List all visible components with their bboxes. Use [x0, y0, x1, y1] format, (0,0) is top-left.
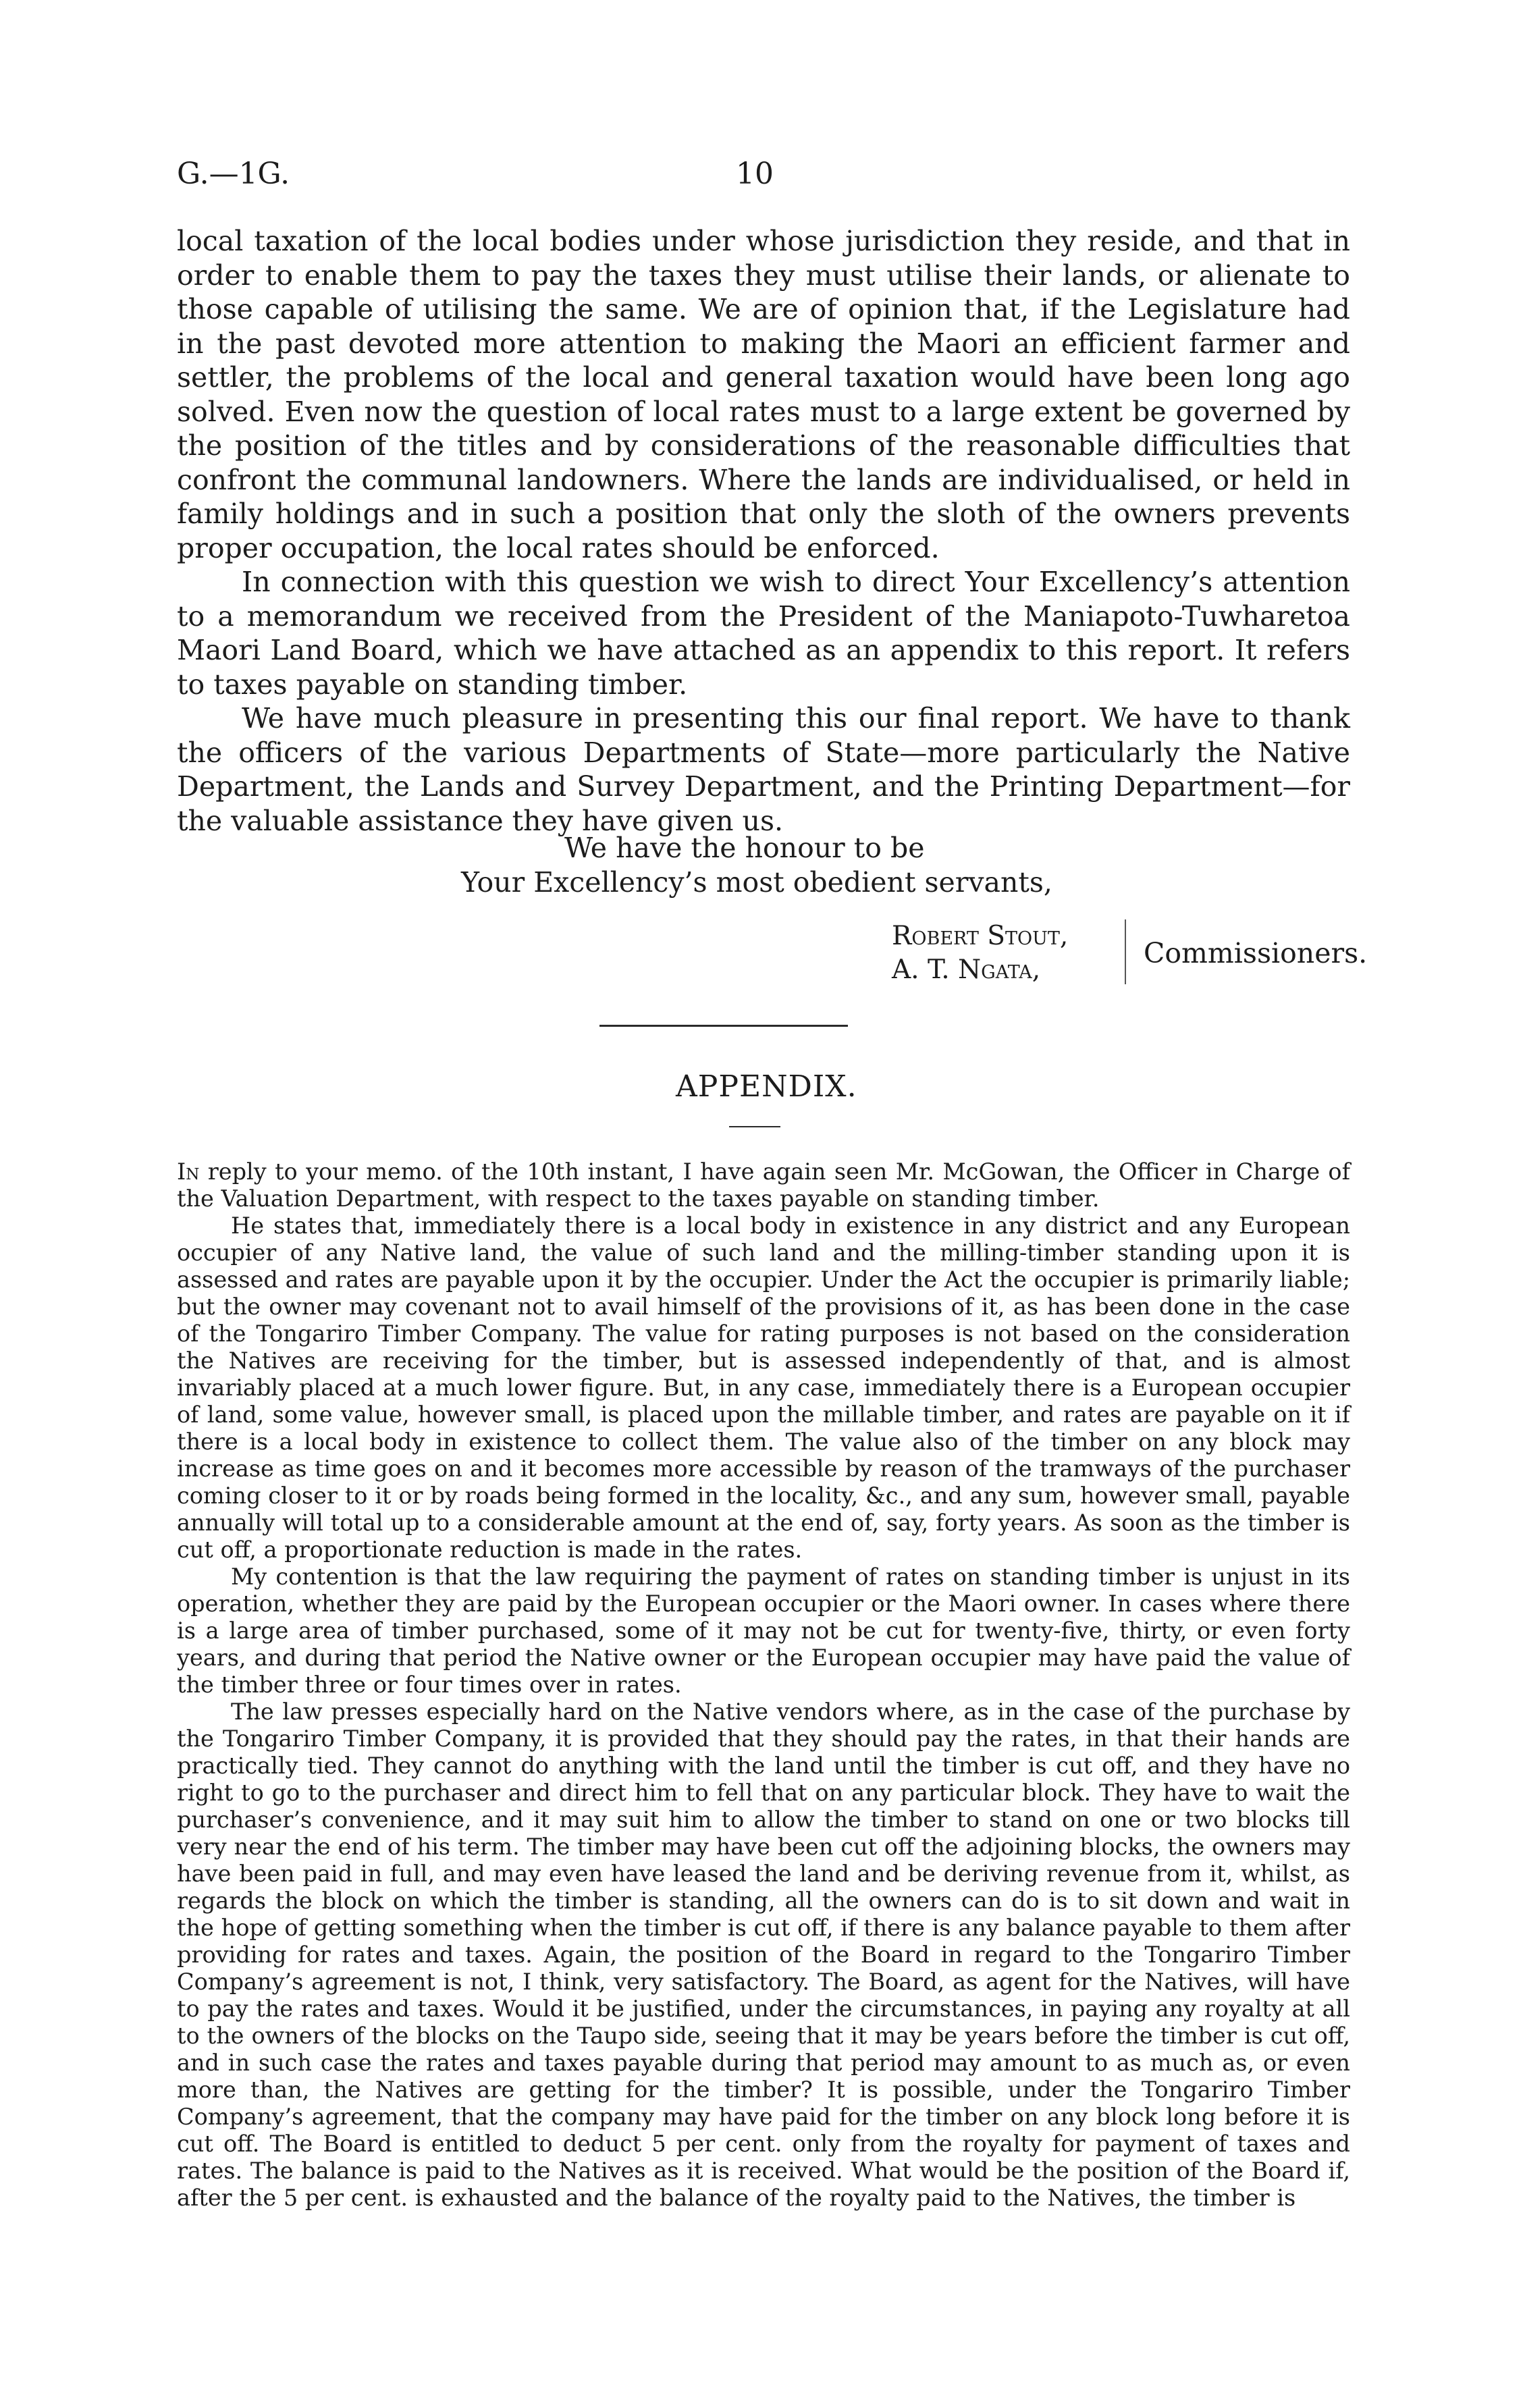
appendix-paragraph: He states that, immediately there is a local body in existence in any district and any European occupier of any Native land, the value of such land and the milling-timber standing upon it is assessed and rates are payable upon it by the occupier. Under the Act the occupier is primarily liable; but the owner may covenant not to avail himself of the provisions of it, as has been done in the case of the Tongariro Timber Company. The value for rating purposes is not based on the consideration the Natives are receiving for the timber, but is assessed independently of that, and is almost invariably placed at a much lower figure. But, in any case, immediately there is a European occupier of land, some value, however small, is placed upon the millable timber, and rates are payable on it if there is a local body in existence to collect them. The value also of the timber on any block may increase as time goes on and it becomes more accessible by reason of the tramways of the purchaser coming closer to it or by roads being formed in the locality, &c., and any sum, however small, payable annually will total up to a considerable amount at the end of, say, forty years. As soon as the timber is cut off, a proportionate reduction is made in the rates.: [177, 1212, 1350, 1563]
opening-word: In: [177, 1158, 200, 1185]
opening-paragraph-text: reply to your memo. of the 10th instant, I have again seen Mr. McGowan, the Officer in Charge of the Valuation Department, with respect to the taxes payable on standing timber.: [177, 1158, 1350, 1212]
closing-servants-line: Your Excellency’s most obedient servants,: [461, 866, 1052, 899]
signatory-ngata: A. T. Ngata,: [892, 955, 1041, 985]
appendix-paragraph: [177, 1158, 1350, 1212]
report-paragraph: In connection with this question we wish to direct Your Excellency’s attention to a memorandum we received from the President of the Maniapoto-Tuwharetoa Maori Land Board, which we have attached as an appendix to this report. It refers to taxes payable on standing timber.: [177, 566, 1350, 701]
signatory-role: Commissioners.: [1144, 937, 1368, 969]
report-paragraph: We have much pleasure in presenting this our final report. We have to thank the officers of the various Departments of State—more particularly the Native Department, the Lands and Survey Department, and the Printing Department—for the valuable assistance they have given us.: [177, 702, 1350, 837]
appendix-paragraph: The law presses especially hard on the Native vendors where, as in the case of the purchase by the Tongariro Timber Company, it is provided that they should pay the rates, in that their hands are practically tied. They cannot do anything with the land until the timber is cut off, and they have no right to go to the purchaser and direct him to fell that on any particular block. They have to wait the purchaser’s convenience, and it may suit him to allow the timber to stand on one or two blocks till very near the end of his term. The timber may have been cut off the adjoining blocks, the owners may have been paid in full, and may even have leased the land and be deriving revenue from it, whilst, as regards the block on which the timber is standing, all the owners can do is to sit down and wait in the hope of getting something when the timber is cut off, if there is any balance payable to them after providing for rates and taxes. Again, the position of the Board in regard to the Tongariro Timber Company’s agreement is not, I think, very satisfactory. The Board, as agent for the Natives, will have to pay the rates and taxes. Would it be justified, under the circumstances, in paying any royalty at all to the owners of the blocks on the Taupo side, seeing that it may be years before the timber is cut off, and in such case the rates and taxes payable during that period may amount to as much as, or even more than, the Natives are getting for the timber? It is possible, under the Tongariro Timber Company’s agreement, that the company may have paid for the timber on any block long before it is cut off. The Board is entitled to deduct 5 per cent. only from the royalty for payment of taxes and rates. The balance is paid to the Natives as it is received. What would be the position of the Board if, after the 5 per cent. is exhausted and the balance of the royalty paid to the Natives, the timber is: [177, 1698, 1350, 2211]
appendix-paragraph: My contention is that the law requiring the payment of rates on standing timber is unjust in its operation, whether they are paid by the European occupier or the Maori owner. In cases where there is a large area of timber purchased, some of it may not be cut for twenty-five, thirty, or even forty years, and during that period the Native owner or the European occupier may have paid the value of the timber three or four times over in rates.: [177, 1563, 1350, 1698]
document-reference: G.—1G.: [177, 157, 290, 191]
title-underline: [729, 1126, 780, 1127]
appendix-title: APPENDIX.: [676, 1069, 857, 1104]
signatory-stout: Robert Stout,: [892, 921, 1069, 951]
closing-salutation: We have the honour to be: [564, 832, 925, 864]
page-number: 10: [736, 157, 774, 191]
appendix-body: [177, 1158, 1350, 2212]
signature-brace: [1121, 919, 1126, 984]
report-paragraph: local taxation of the local bodies under whose jurisdiction they reside, and that in order to enable them to pay the taxes they must utilise their lands, or alienate to those capable of utilising the same. We are of opinion that, if the Legislature had in the past devoted more attention to making the Maori an efficient farmer and settler, the problems of the local and general taxation would have been long ago solved. Even now the question of local rates must to a large extent be governed by the position of the titles and by considerations of the reasonable difficulties that confront the communal landowners. Where the lands are individualised, or held in family holdings and in such a position that only the sloth of the owners prevents proper occupation, the local rates should be enforced.: [177, 225, 1350, 564]
report-body: [177, 224, 1350, 838]
section-divider: [599, 1025, 848, 1027]
